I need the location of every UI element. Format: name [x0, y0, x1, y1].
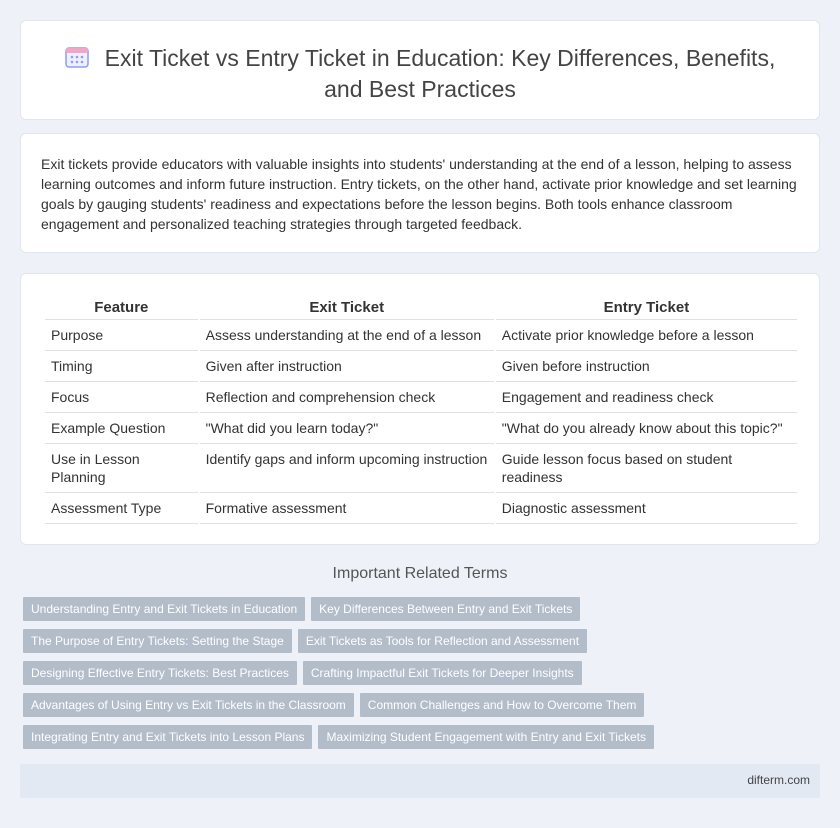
table-cell: "What did you learn today?" — [200, 413, 494, 444]
header-feature: Feature — [45, 296, 198, 320]
related-term-link[interactable]: Crafting Impactful Exit Tickets for Deeper Insights — [303, 661, 582, 685]
comparison-table — [43, 296, 799, 524]
table-row — [45, 320, 797, 351]
page-title-text: Exit Ticket vs Entry Ticket in Education: Key Differences, Benefits, and Best Practices — [104, 45, 776, 102]
related-term-link[interactable]: Common Challenges and How to Overcome Them — [360, 693, 645, 717]
header-entry-ticket: Entry Ticket — [496, 296, 797, 320]
related-terms-list — [23, 597, 823, 757]
related-term-link[interactable]: Exit Tickets as Tools for Reflection and Assessment — [298, 629, 587, 653]
related-term-link[interactable]: Understanding Entry and Exit Tickets in Education — [23, 597, 305, 621]
table-cell: Example Question — [45, 413, 198, 444]
table-cell: Engagement and readiness check — [496, 382, 797, 413]
header-card — [20, 20, 820, 120]
table-row — [45, 413, 797, 444]
related-terms-title: Important Related Terms — [332, 565, 508, 582]
table-row — [45, 351, 797, 382]
table-header-row — [45, 296, 797, 320]
table-cell: Formative assessment — [200, 493, 494, 524]
related-term-link[interactable]: Key Differences Between Entry and Exit Tickets — [311, 597, 580, 621]
table-cell: "What do you already know about this topic?" — [496, 413, 797, 444]
page-title — [51, 43, 789, 105]
table-cell: Focus — [45, 382, 198, 413]
table-cell: Reflection and comprehension check — [200, 382, 494, 413]
header-exit-ticket: Exit Ticket — [200, 296, 494, 320]
table-cell: Identify gaps and inform upcoming instruction — [200, 444, 494, 493]
summary-text: Exit tickets provide educators with valuable insights into students' understanding at the end of a lesson, helping to assess learning outcomes and inform future instruction. Entry tickets, on the other hand, activate prior knowledge and set learning goals by gauging students' readiness and expectations before the lesson begins. Both tools enhance classroom engagement and personalized teaching strategies through targeted feedback. — [41, 156, 797, 232]
related-term-link[interactable]: Designing Effective Entry Tickets: Best Practices — [23, 661, 297, 685]
related-term-link[interactable]: Advantages of Using Entry vs Exit Tickets in the Classroom — [23, 693, 354, 717]
footer — [20, 764, 820, 798]
related-term-link[interactable]: The Purpose of Entry Tickets: Setting the Stage — [23, 629, 292, 653]
table-cell: Assessment Type — [45, 493, 198, 524]
table-row — [45, 493, 797, 524]
footer-site-link[interactable]: difterm.com — [747, 773, 810, 787]
table-cell: Given before instruction — [496, 351, 797, 382]
related-term-link[interactable]: Integrating Entry and Exit Tickets into Lesson Plans — [23, 725, 312, 749]
table-cell: Activate prior knowledge before a lesson — [496, 320, 797, 351]
table-row — [45, 382, 797, 413]
table-row — [45, 444, 797, 493]
table-cell: Purpose — [45, 320, 198, 351]
table-cell: Timing — [45, 351, 198, 382]
comparison-card — [20, 273, 820, 545]
calendar-icon — [65, 46, 89, 68]
summary-card — [20, 133, 820, 253]
table-cell: Given after instruction — [200, 351, 494, 382]
table-cell: Guide lesson focus based on student readiness — [496, 444, 797, 493]
table-cell: Diagnostic assessment — [496, 493, 797, 524]
table-cell: Use in Lesson Planning — [45, 444, 198, 493]
table-cell: Assess understanding at the end of a lesson — [200, 320, 494, 351]
related-term-link[interactable]: Maximizing Student Engagement with Entry and Exit Tickets — [318, 725, 653, 749]
